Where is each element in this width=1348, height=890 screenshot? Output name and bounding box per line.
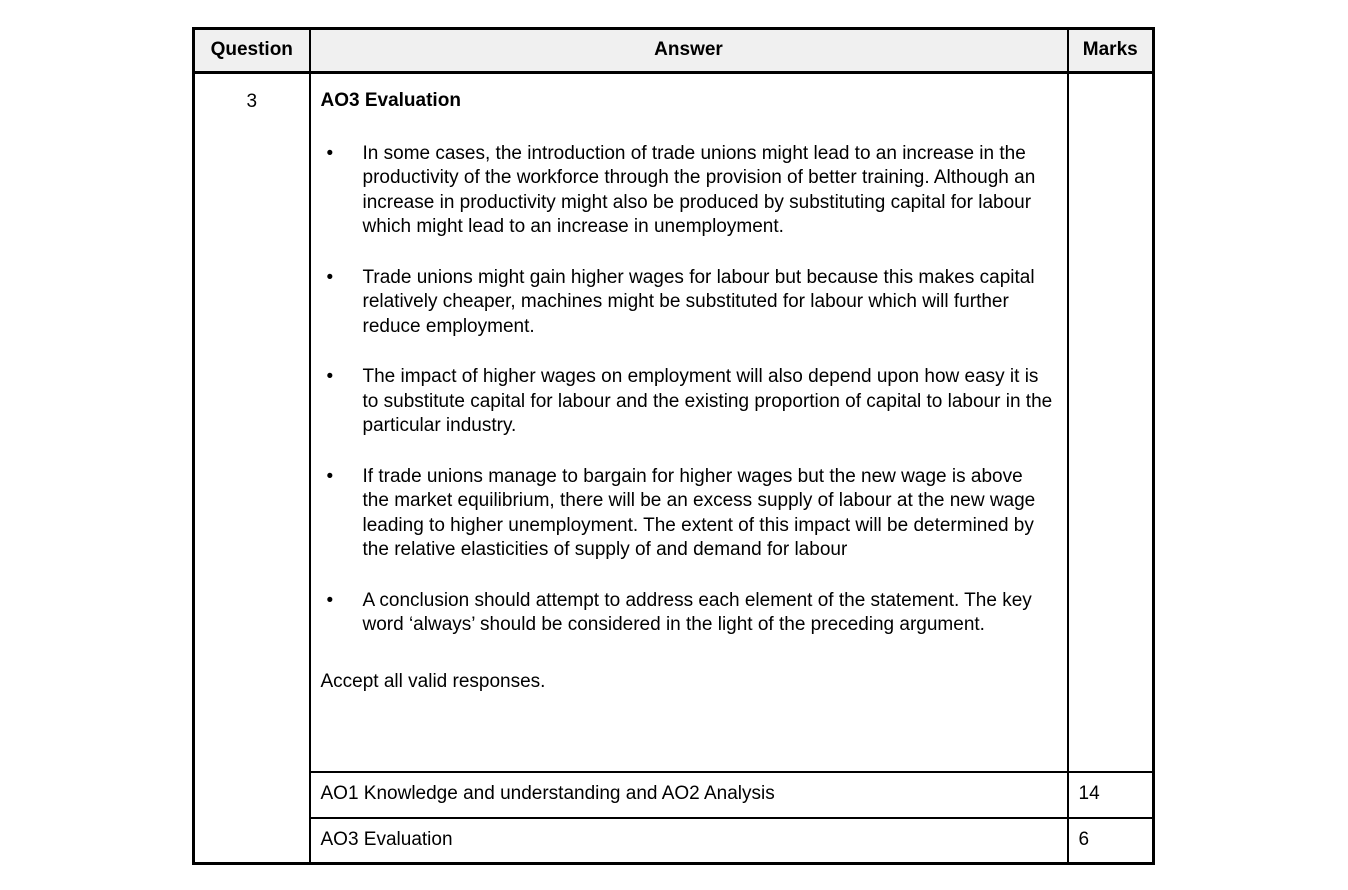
bullet-item: • The impact of higher wages on employment will also depend upon how easy it is to substitute capital for labour and the existing proportion of capital to labour in the particular industry. — [321, 365, 1057, 439]
subtotal-label-ao1-ao2: AO1 Knowledge and understanding and AO2 Analysis — [310, 772, 1068, 818]
answer-cell — [310, 73, 1068, 772]
column-header-answer: Answer — [310, 29, 1068, 73]
answer-row — [194, 73, 1154, 772]
mark-scheme-table — [192, 27, 1155, 865]
answer-heading: AO3 Evaluation — [320, 90, 461, 111]
column-header-question: Question — [194, 29, 310, 73]
subtotal-marks-ao1-ao2: 14 — [1068, 772, 1154, 818]
answer-bullet-list — [321, 142, 1057, 638]
answer-footer-note: Accept all valid responses. — [320, 670, 546, 692]
bullet-item: • A conclusion should attempt to address each element of the statement. The key word ‘always’ should be considered in the light of the preceding argument. — [321, 589, 1057, 638]
bullet-item: • Trade unions might gain higher wages for labour but because this makes capital relatively cheaper, machines might be substituted for labour which will further reduce employment. — [321, 266, 1057, 340]
subtotal-row-ao3 — [194, 818, 1154, 864]
bullet-item: • In some cases, the introduction of trade unions might lead to an increase in the productivity of the workforce through the provision of better training. Although an increase in productivity might also be produced by substituting capital for labour which might lead to an increase in unemployment. — [321, 142, 1057, 240]
question-number-cell: 3 — [194, 73, 310, 864]
column-header-marks: Marks — [1068, 29, 1154, 73]
bullet-item: • If trade unions manage to bargain for higher wages but the new wage is above the market equilibrium, there will be an excess supply of labour at the new wage leading to higher unemployment. The extent of this impact will be determined by the relative elasticities of supply of and demand for labour — [321, 465, 1057, 563]
subtotal-label-ao3: AO3 Evaluation — [310, 818, 1068, 864]
subtotal-marks-ao3: 6 — [1068, 818, 1154, 864]
header-row — [194, 29, 1154, 73]
marks-cell-empty — [1068, 73, 1154, 772]
subtotal-row-ao1-ao2 — [194, 772, 1154, 818]
